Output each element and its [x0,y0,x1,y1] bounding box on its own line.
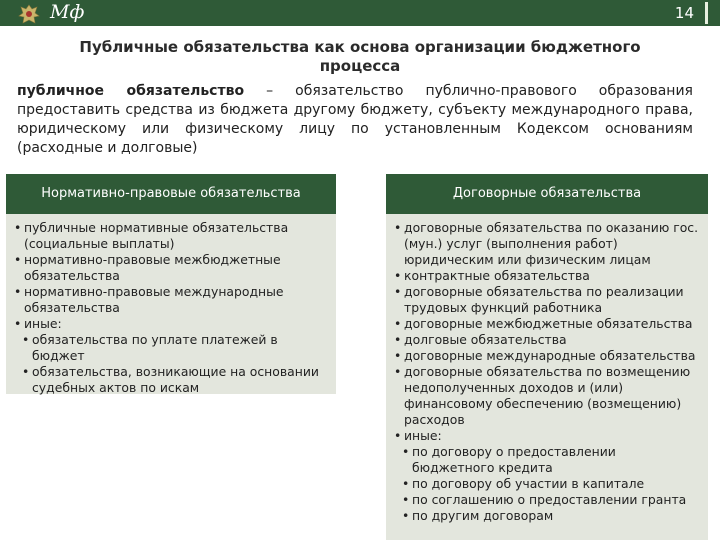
sub-list-item: • обязательства по уплате платежей в бюджет [22,332,328,364]
list-item: • договорные обязательства по реализации трудовых функций работника [394,284,700,316]
list-item: • нормативно-правовые международные обязательства [14,284,328,316]
page-number: 14 [674,4,694,22]
sub-list-item: • по договору об участии в капитале [402,476,700,492]
definition-text: – обязательство публично-правового образования предоставить средства из бюджета другому бюджету, субъекту международного права, юридическому или физическому лицу по установленным Кодексом основаниям (расходные и долговые) [17,83,693,156]
list-item: • долговые обязательства [394,332,700,348]
sub-list-item: • по соглашению о предоставлении гранта [402,492,700,508]
definition-paragraph [17,82,693,158]
top-bar [0,0,720,26]
list-item: • договорные межбюджетные обязательства [394,316,700,332]
sub-list-item: • обязательства, возникающие на основании судебных актов по искам [22,364,328,396]
list-item: • публичные нормативные обязательства (социальные выплаты) [14,220,328,252]
list-item: • договорные международные обязательства [394,348,700,364]
list-item: • договорные обязательства по возмещению недополученных доходов и (или) финансовому обеспечению (возмещению) расходов [394,364,700,428]
contractual-obligations-box [386,214,708,540]
contractual-obligations-heading: Договорные обязательства [386,174,708,214]
page-title: Публичные обязательства как основа организации бюджетного процесса [79,38,641,75]
definition-term: публичное обязательство [17,83,245,99]
list-item: • договорные обязательства по оказанию гос.(мун.) услуг (выполнения работ) юридическим или физическим лицам [394,220,700,268]
list-item: • иные: [14,316,328,332]
sub-list-item: • по другим договорам [402,508,700,524]
list-item: • контрактные обязательства [394,268,700,284]
list-item: • нормативно-правовые межбюджетные обязательства [14,252,328,284]
emblem-icon [16,2,42,28]
sub-list-item: • по договору о предоставлении бюджетного кредита [402,444,700,476]
ministry-logo-text: Мф [50,1,85,23]
accent-bar [705,2,708,24]
list-item: • иные: [394,428,700,444]
normative-obligations-heading: Нормативно-правовые обязательства [6,174,336,214]
normative-obligations-box [6,214,336,394]
